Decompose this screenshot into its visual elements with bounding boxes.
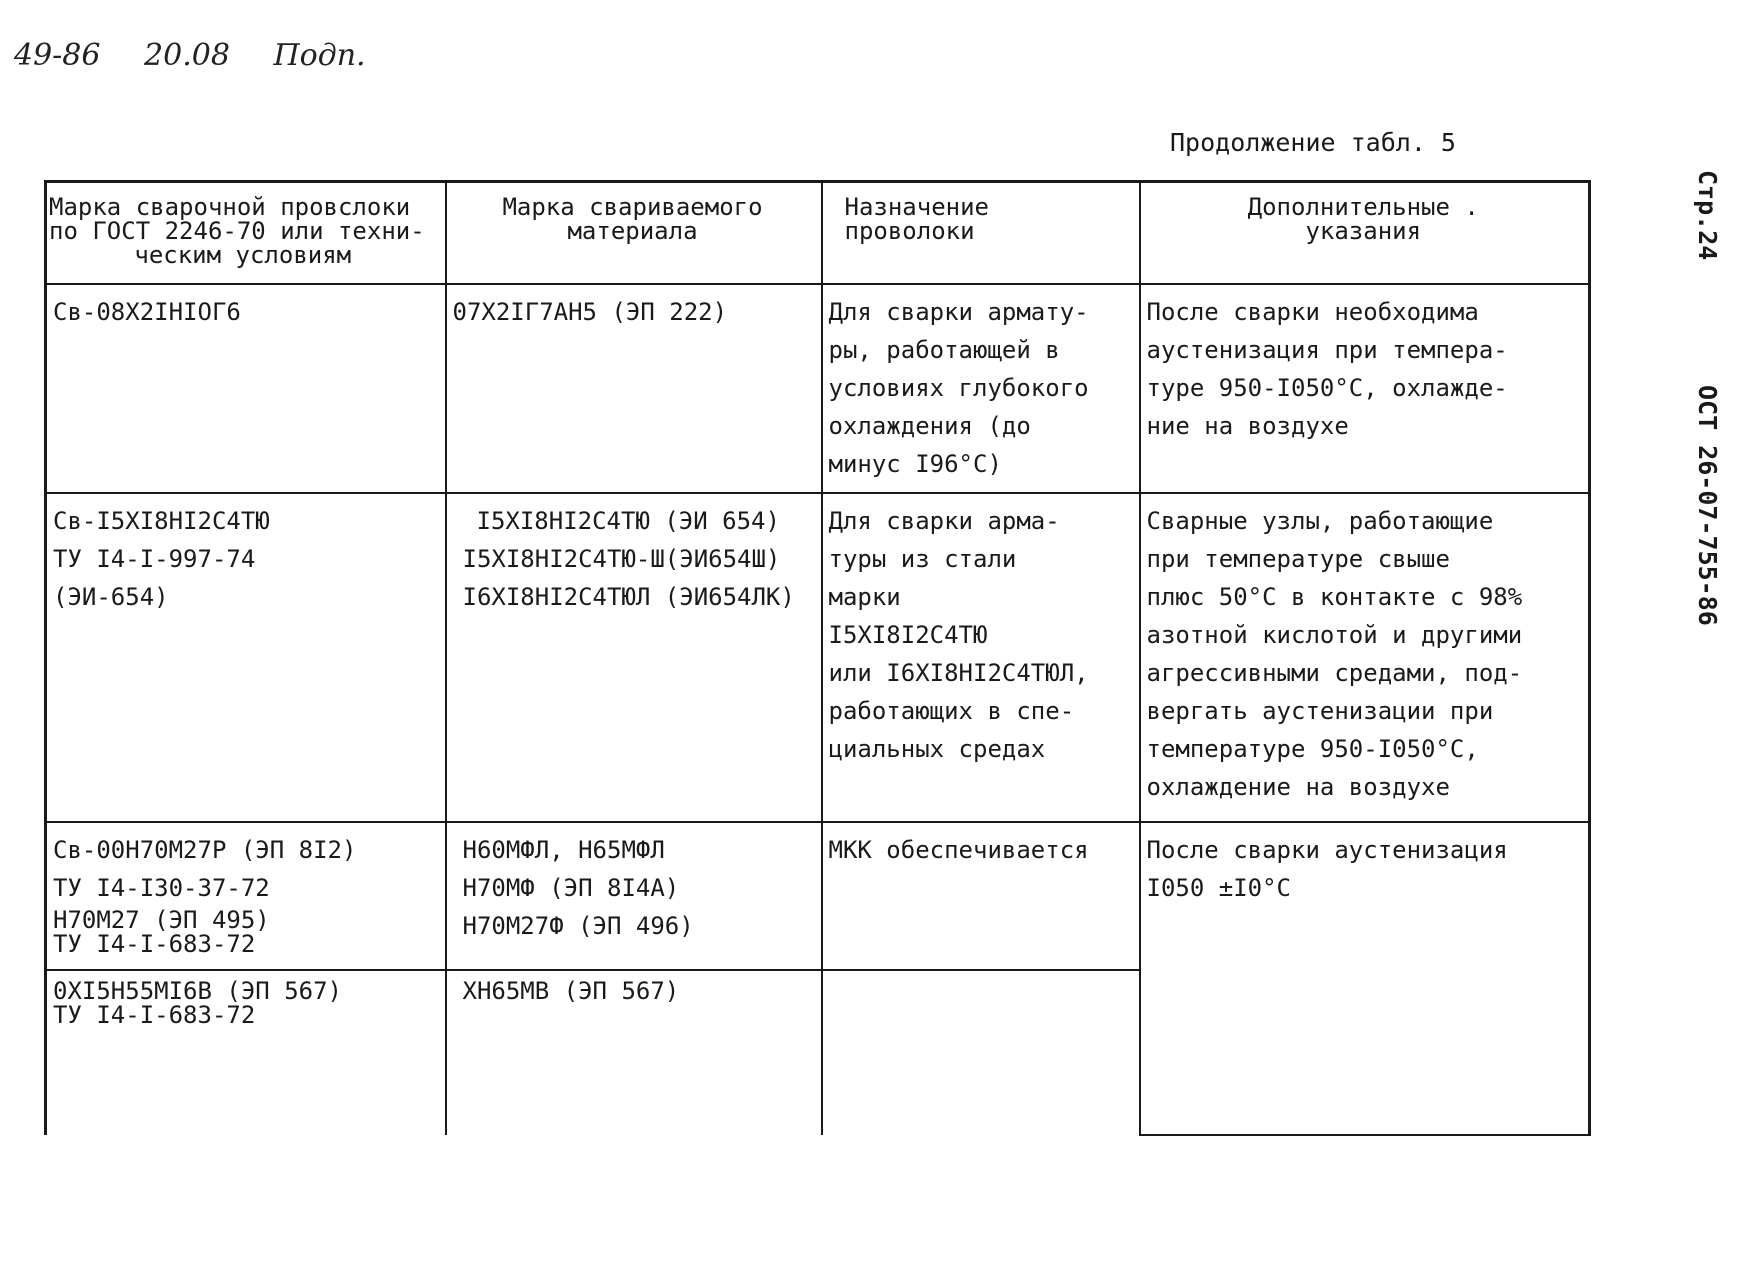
cell-material	[446, 970, 822, 1135]
cell-line: аустенизация при темпера-	[1146, 335, 1508, 364]
cell-line: Для сварки армату-	[828, 297, 1089, 326]
header-line: проволоки	[844, 217, 975, 245]
header-purpose	[822, 182, 1140, 284]
cell-line: туры из стали	[828, 545, 1017, 574]
header-material-grade	[446, 182, 822, 284]
cell-line: ТУ I4-I-683-72	[53, 930, 256, 959]
cell-line: охлаждения (до	[828, 411, 1031, 440]
cell-material	[446, 284, 822, 494]
cell-purpose	[822, 493, 1140, 822]
cell-material	[446, 493, 822, 822]
cell-wire	[46, 822, 446, 970]
cell-line: Сварные узлы, работающие	[1146, 507, 1494, 536]
standard-code: ОСТ 26-07-755-86	[1693, 385, 1722, 626]
cell-notes	[1140, 493, 1590, 822]
cell-purpose	[822, 284, 1140, 494]
cell-line: Св-I5ХI8НI2С4ТЮ	[53, 507, 270, 536]
cell-line: ТУ I4-I-683-72	[53, 1001, 256, 1030]
cell-purpose	[822, 822, 1140, 970]
cell-line: I050 ±I0°С	[1146, 874, 1291, 903]
cell-line: Св-08Х2IНIОГ6	[53, 297, 241, 326]
cell-line: марки	[828, 583, 901, 612]
header-notes	[1140, 182, 1590, 284]
handwritten-signature: Подп.	[273, 38, 366, 73]
header-line: ческим условиям	[134, 241, 352, 269]
cell-line: После сварки необходима	[1146, 297, 1479, 326]
cell-wire	[46, 493, 446, 822]
cell-line: температуре 950-I050°С,	[1146, 735, 1479, 764]
header-line: материала	[567, 217, 698, 245]
handwritten-note	[14, 38, 400, 73]
cell-material	[446, 822, 822, 970]
cell-line: Н70МФ (ЭП 8I4А)	[462, 874, 680, 903]
cell-line: условиях глубокого	[828, 373, 1089, 402]
cell-line: ТУ I4-I30-37-72	[53, 874, 270, 903]
cell-line: Для сварки арма-	[828, 507, 1060, 536]
cell-line: I5ХI8НI2С4ТЮ-Ш(ЭИ654Ш)	[462, 545, 781, 574]
cell-line: ние на воздухе	[1146, 411, 1349, 440]
header-line: Назначение	[844, 193, 989, 221]
cell-line: Н70М27Ф (ЭП 496)	[462, 912, 694, 941]
cell-line: Н60МФЛ, Н65МФЛ	[462, 836, 665, 865]
page-number: Стр.24	[1693, 170, 1722, 261]
cell-line: После сварки аустенизация	[1146, 836, 1508, 865]
table-row	[46, 493, 1590, 822]
cell-line: 0ХI5Н55МI6В (ЭП 567)	[53, 977, 342, 1006]
header-line: указания	[1305, 217, 1422, 245]
handwritten-number: 49-86	[14, 38, 101, 73]
cell-line: вергать аустенизации при	[1146, 697, 1494, 726]
cell-line: Н70М27 (ЭП 495)	[53, 906, 270, 935]
cell-wire	[46, 284, 446, 494]
header-line: по ГОСТ 2246-70 или техни-	[49, 217, 425, 245]
cell-line: 07Х2IГ7АН5 (ЭП 222)	[452, 297, 728, 326]
cell-line: МКК обеспечивается	[828, 836, 1089, 865]
cell-line: (ЭИ-654)	[53, 583, 169, 612]
table-row	[46, 284, 1590, 494]
cell-line: плюс 50°С в контакте с 98%	[1146, 583, 1523, 612]
cell-line: или I6ХI8НI2С4ТЮЛ,	[828, 659, 1089, 688]
cell-notes	[1140, 822, 1590, 1135]
cell-line: охлаждение на воздухе	[1146, 773, 1450, 802]
cell-line: Св-00Н70М27Р (ЭП 8I2)	[53, 836, 357, 865]
cell-line: ры, работающей в	[828, 335, 1060, 364]
cell-purpose	[822, 970, 1140, 1135]
cell-line: агрессивными средами, под-	[1146, 659, 1523, 688]
cell-line: работающих в спе-	[828, 697, 1075, 726]
table-row	[46, 822, 1590, 970]
cell-line: ТУ I4-I-997-74	[53, 545, 256, 574]
cell-line: при температуре свыше	[1146, 545, 1450, 574]
cell-wire	[46, 970, 446, 1135]
handwritten-date: 20.08	[144, 38, 230, 73]
continuation-label: Продолжение табл. 5	[1170, 128, 1456, 157]
cell-line: I5ХI8НI2С4ТЮ (ЭИ 654)	[476, 507, 780, 536]
header-line: Марка сварочной провслоки	[49, 193, 411, 221]
header-line: Дополнительные .	[1247, 193, 1479, 221]
cell-line: циальных средах	[828, 735, 1046, 764]
cell-line: туре 950-I050°С, охлажде-	[1146, 373, 1508, 402]
header-line: Марка свариваемого	[502, 193, 763, 221]
cell-notes	[1140, 284, 1590, 494]
cell-line: I5ХI8I2С4ТЮ	[828, 621, 988, 650]
cell-line: минус I96°С)	[828, 449, 1002, 478]
header-wire-grade	[46, 182, 446, 284]
document-table	[44, 180, 1591, 1136]
cell-line: I6ХI8НI2С4ТЮЛ (ЭИ654ЛК)	[462, 583, 795, 612]
cell-line: ХН65МВ (ЭП 567)	[462, 977, 680, 1006]
table-header-row	[46, 182, 1590, 284]
cell-line: азотной кислотой и другими	[1146, 621, 1523, 650]
